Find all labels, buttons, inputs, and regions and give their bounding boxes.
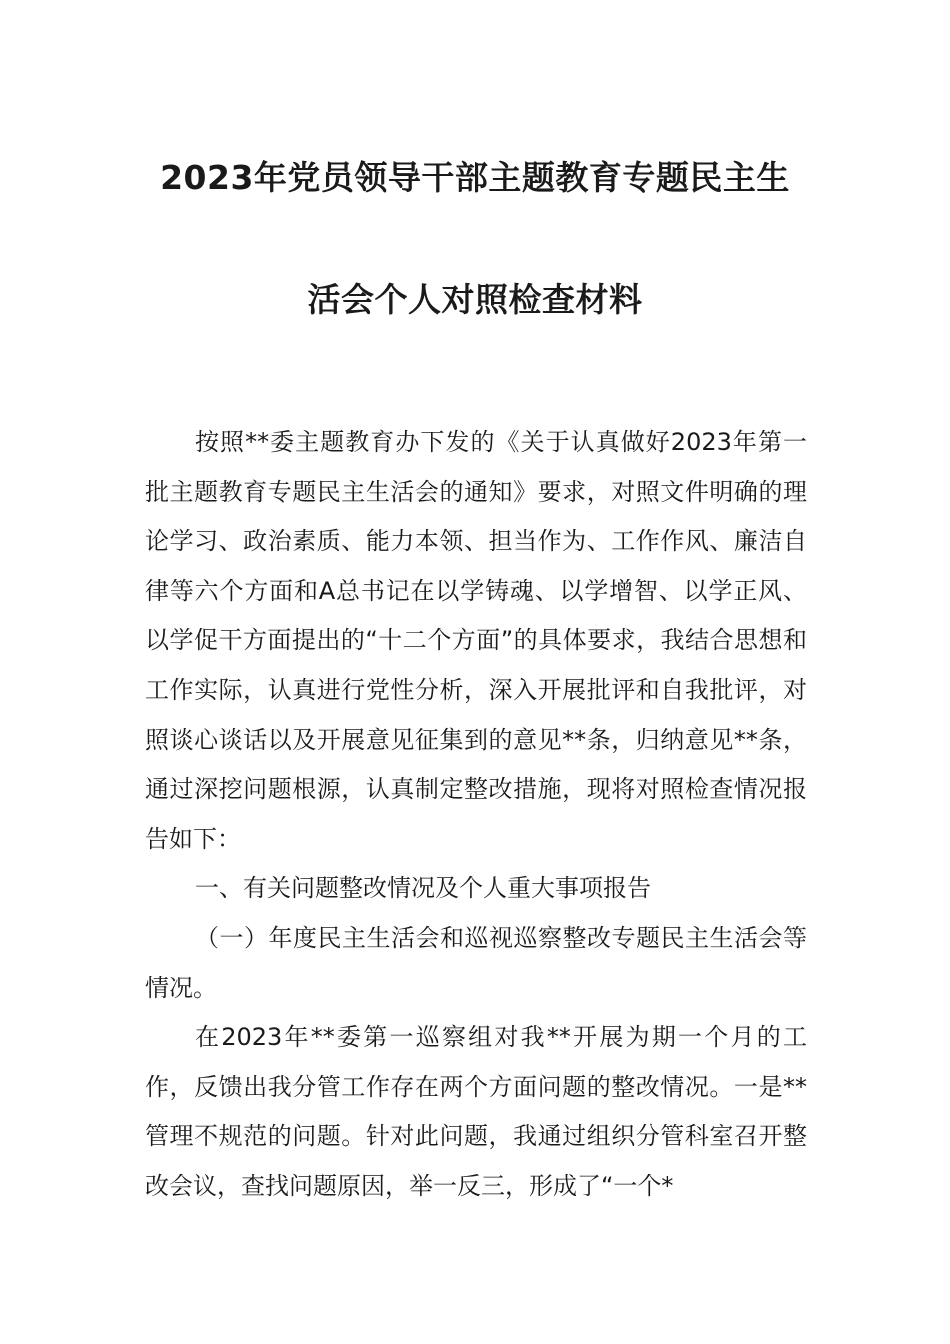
document-title-line-1: 2023年党员领导干部主题教育专题民主生 bbox=[160, 158, 790, 197]
document-title-line-2: 活会个人对照检查材料 bbox=[307, 280, 643, 319]
subsection-heading-1: （一）年度民主生活会和巡视巡察整改专题民主生活会等情况。 bbox=[145, 923, 807, 1002]
document-body bbox=[145, 418, 807, 1212]
paragraph-rectification: 在2023年**委第一巡察组对我**开展为期一个月的工作，反馈出我分管工作存在两个方面问题的整改情况。一是**管理不规范的问题。针对此问题，我通过组织分管科室召开整改会议，查找问题原因，举一反三，形成了“一个* bbox=[145, 1023, 807, 1200]
paragraph-intro: 按照**委主题教育办下发的《关于认真做好2023年第一批主题教育专题民主生活会的通知》要求，对照文件明确的理论学习、政治素质、能力本领、担当作为、工作作风、廉洁自律等六个方面和A总书记在以学铸魂、以学增智、以学正风、以学促干方面提出的“十二个方面”的具体要求，我结合思想和工作实际，认真进行党性分析，深入开展批评和自我批评，对照谈心谈话以及开展意见征集到的意见**条，归纳意见**条，通过深挖问题根源，认真制定整改措施，现将对照检查情况报告如下： bbox=[145, 428, 807, 853]
section-heading-1: 一、有关问题整改情况及个人重大事项报告 bbox=[195, 874, 651, 903]
